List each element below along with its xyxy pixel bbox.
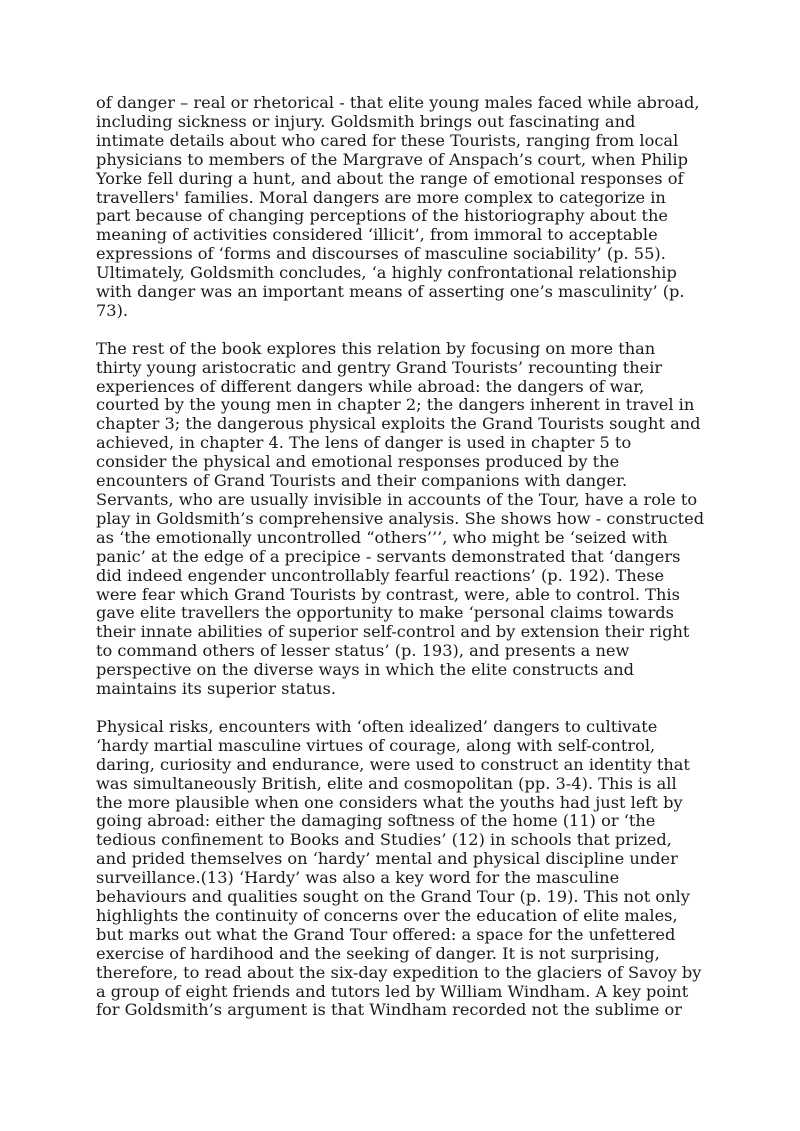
- paragraph-3: [96, 718, 716, 1021]
- text-line: expressions of ‘forms and discourses of masculine sociability’ (p. 55).: [96, 244, 666, 264]
- text-line: travellers' families. Moral dangers are more complex to categorize in: [96, 187, 666, 207]
- text-line: highlights the continuity of concerns over the education of elite males,: [96, 905, 678, 925]
- text-line: Servants, who are usually invisible in accounts of the Tour, have a role to: [96, 490, 698, 510]
- paragraph-2: [96, 340, 716, 699]
- text-line: achieved, in chapter 4. The lens of danger is used in chapter 5 to: [96, 433, 632, 453]
- text-line: exercise of hardihood and the seeking of danger. It is not surprising,: [96, 943, 660, 963]
- text-line: gave elite travellers the opportunity to make ‘personal claims towards: [96, 603, 674, 623]
- text-line: a group of eight friends and tutors led by William Windham. A key point: [96, 981, 689, 1001]
- text-line: experiences of different dangers while abroad: the dangers of war,: [96, 376, 645, 396]
- text-line: surveillance.(13) ‘Hardy’ was also a key word for the masculine: [96, 868, 620, 888]
- text-line: Physical risks, encounters with ‘often idealized’ dangers to cultivate: [96, 716, 658, 736]
- text-line: the more plausible when one considers what the youths had just left by: [96, 792, 683, 812]
- text-line: and prided themselves on ‘hardy’ mental and physical discipline under: [96, 849, 678, 869]
- text-line: to command others of lesser status’ (p. 193), and presents a new: [96, 641, 630, 661]
- text-line: physicians to members of the Margrave of Anspach’s court, when Philip: [96, 149, 688, 169]
- text-line: encounters of Grand Tourists and their companions with danger.: [96, 471, 628, 491]
- text-line: going abroad: either the damaging softness of the home (11) or ‘the: [96, 811, 656, 831]
- text-line: daring, curiosity and endurance, were used to construct an identity that: [96, 754, 690, 774]
- text-line: consider the physical and emotional responses produced by the: [96, 452, 620, 472]
- text-line: play in Goldsmith’s comprehensive analysis. She shows how - constructed: [96, 508, 705, 528]
- text-line: as ‘the emotionally uncontrolled “others’’’, who might be ‘seized with: [96, 527, 668, 547]
- text-line: panic’ at the edge of a precipice - servants demonstrated that ‘dangers: [96, 546, 681, 566]
- text-line: including sickness or injury. Goldsmith brings out fascinating and: [96, 111, 636, 131]
- body-text: [96, 94, 716, 1039]
- text-line: tedious confinement to Books and Studies’ (12) in schools that prized,: [96, 830, 672, 850]
- paragraph-1: [96, 94, 716, 321]
- text-line: but marks out what the Grand Tour offered: a space for the unfettered: [96, 924, 676, 944]
- text-line: chapter 3; the dangerous physical exploits the Grand Tourists sought and: [96, 414, 701, 434]
- text-line: The rest of the book explores this relation by focusing on more than: [96, 338, 656, 358]
- text-line: therefore, to read about the six-day expedition to the glaciers of Savoy by: [96, 962, 702, 982]
- text-line: behaviours and qualities sought on the Grand Tour (p. 19). This not only: [96, 887, 690, 907]
- text-line: ‘hardy martial masculine virtues of courage, along with self-control,: [96, 735, 656, 755]
- text-line: perspective on the diverse ways in which the elite constructs and: [96, 660, 634, 680]
- text-line: their innate abilities of superior self-control and by extension their right: [96, 622, 690, 642]
- text-line: 73).: [96, 300, 129, 320]
- text-line: of danger – real or rhetorical - that elite young males faced while abroad,: [96, 93, 700, 112]
- text-line: were fear which Grand Tourists by contrast, were, able to control. This: [96, 584, 680, 604]
- text-line: was simultaneously British, elite and cosmopolitan (pp. 3-4). This is all: [96, 773, 677, 793]
- text-line: for Goldsmith’s argument is that Windham recorded not the sublime or: [96, 1000, 682, 1020]
- text-line: with danger was an important means of asserting one’s masculinity’ (p.: [96, 282, 685, 302]
- text-line: thirty young aristocratic and gentry Grand Tourists’ recounting their: [96, 357, 663, 377]
- text-line: part because of changing perceptions of the historiography about the: [96, 206, 668, 226]
- text-line: Ultimately, Goldsmith concludes, ‘a highly confrontational relationship: [96, 263, 677, 283]
- text-line: intimate details about who cared for these Tourists, ranging from local: [96, 130, 679, 150]
- text-line: meaning of activities considered ‘illicit’, from immoral to acceptable: [96, 225, 658, 245]
- text-line: maintains its superior status.: [96, 679, 337, 699]
- text-line: courted by the young men in chapter 2; the dangers inherent in travel in: [96, 395, 695, 415]
- text-line: Yorke fell during a hunt, and about the range of emotional responses of: [96, 168, 684, 188]
- text-line: did indeed engender uncontrollably fearful reactions’ (p. 192). These: [96, 565, 665, 585]
